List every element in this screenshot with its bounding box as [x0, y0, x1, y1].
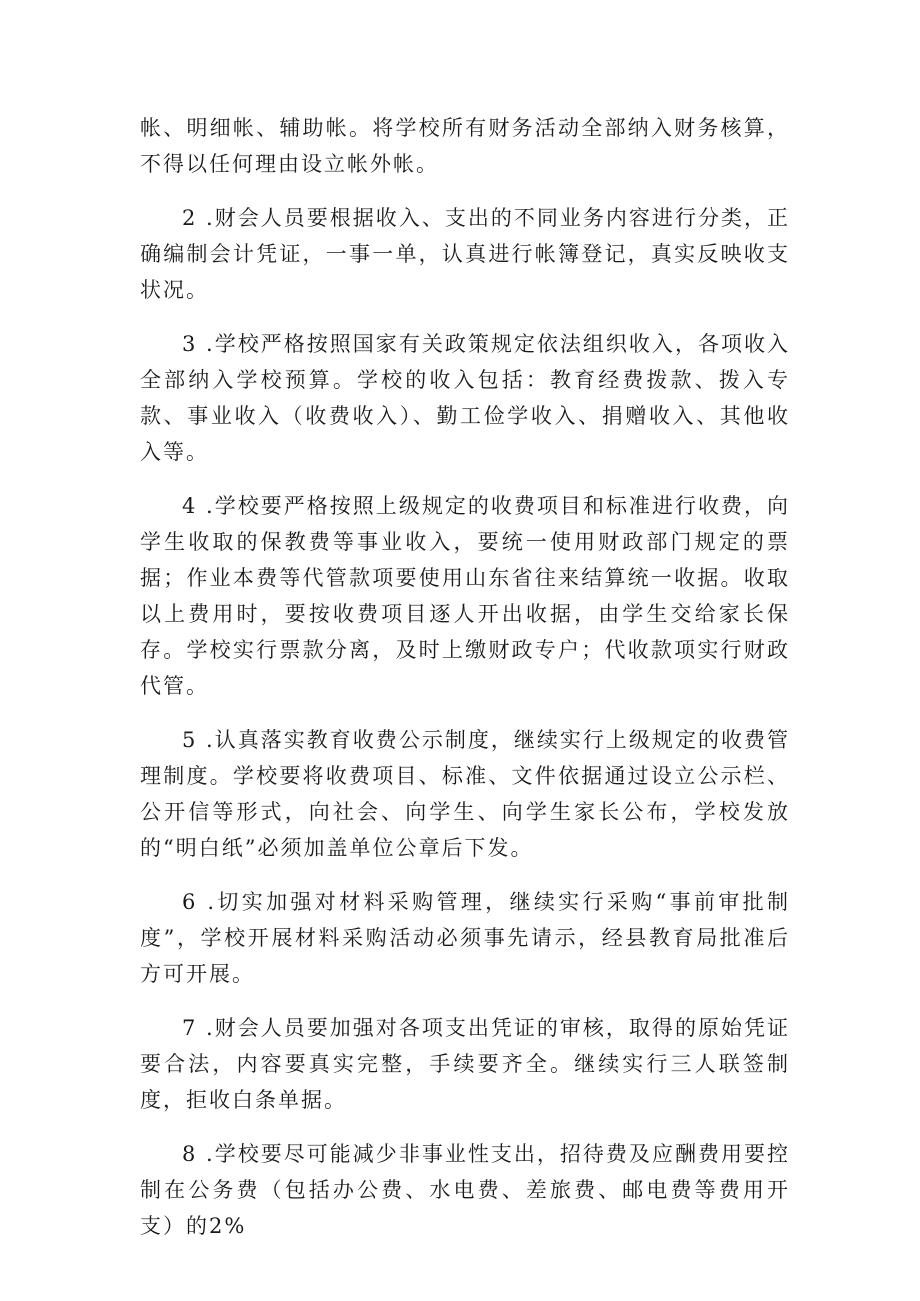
- paragraph-item-8: 8 .学校要尽可能减少非事业性支出，招待费及应酬费用要控制在公务费（包括办公费、水电费、差旅费、邮电费等费用开支）的2%: [140, 1142, 790, 1238]
- paragraph-item-6: 6 .切实加强对材料采购管理，继续实行采购“事前审批制度”，学校开展材料采购活动必须事先请示，经县教育局批准后方可开展。: [140, 890, 790, 986]
- document-body: [140, 110, 790, 1262]
- paragraph-item-7: 7 .财会人员要加强对各项支出凭证的审核，取得的原始凭证要合法，内容要真实完整，手续要齐全。继续实行三人联签制度，拒收白条单据。: [140, 1016, 790, 1112]
- paragraph-item-3: 3 .学校严格按照国家有关政策规定依法组织收入，各项收入全部纳入学校预算。学校的收入包括：教育经费拨款、拨入专款、事业收入（收费收入）、勤工俭学收入、捐赠收入、其他收入等。: [140, 332, 790, 464]
- paragraph-item-4: 4 .学校要严格按照上级规定的收费项目和标准进行收费，向学生收取的保教费等事业收入，要统一使用财政部门规定的票据；作业本费等代管款项要使用山东省往来结算统一收据。收取以上费用时，要按收费项目逐人开出收据，由学生交给家长保存。学校实行票款分离，及时上缴财政专户；代收款项实行财政代管。: [140, 494, 790, 698]
- paragraph-continuation: 帐、明细帐、辅助帐。将学校所有财务活动全部纳入财务核算，不得以任何理由设立帐外帐。: [140, 116, 790, 176]
- paragraph-item-2: 2 .财会人员要根据收入、支出的不同业务内容进行分类，正确编制会计凭证，一事一单，认真进行帐簿登记，真实反映收支状况。: [140, 206, 790, 302]
- paragraph-item-5: 5 .认真落实教育收费公示制度，继续实行上级规定的收费管理制度。学校要将收费项目、标准、文件依据通过设立公示栏、公开信等形式，向社会、向学生、向学生家长公布，学校发放的“明白纸”必须加盖单位公章后下发。: [140, 728, 790, 860]
